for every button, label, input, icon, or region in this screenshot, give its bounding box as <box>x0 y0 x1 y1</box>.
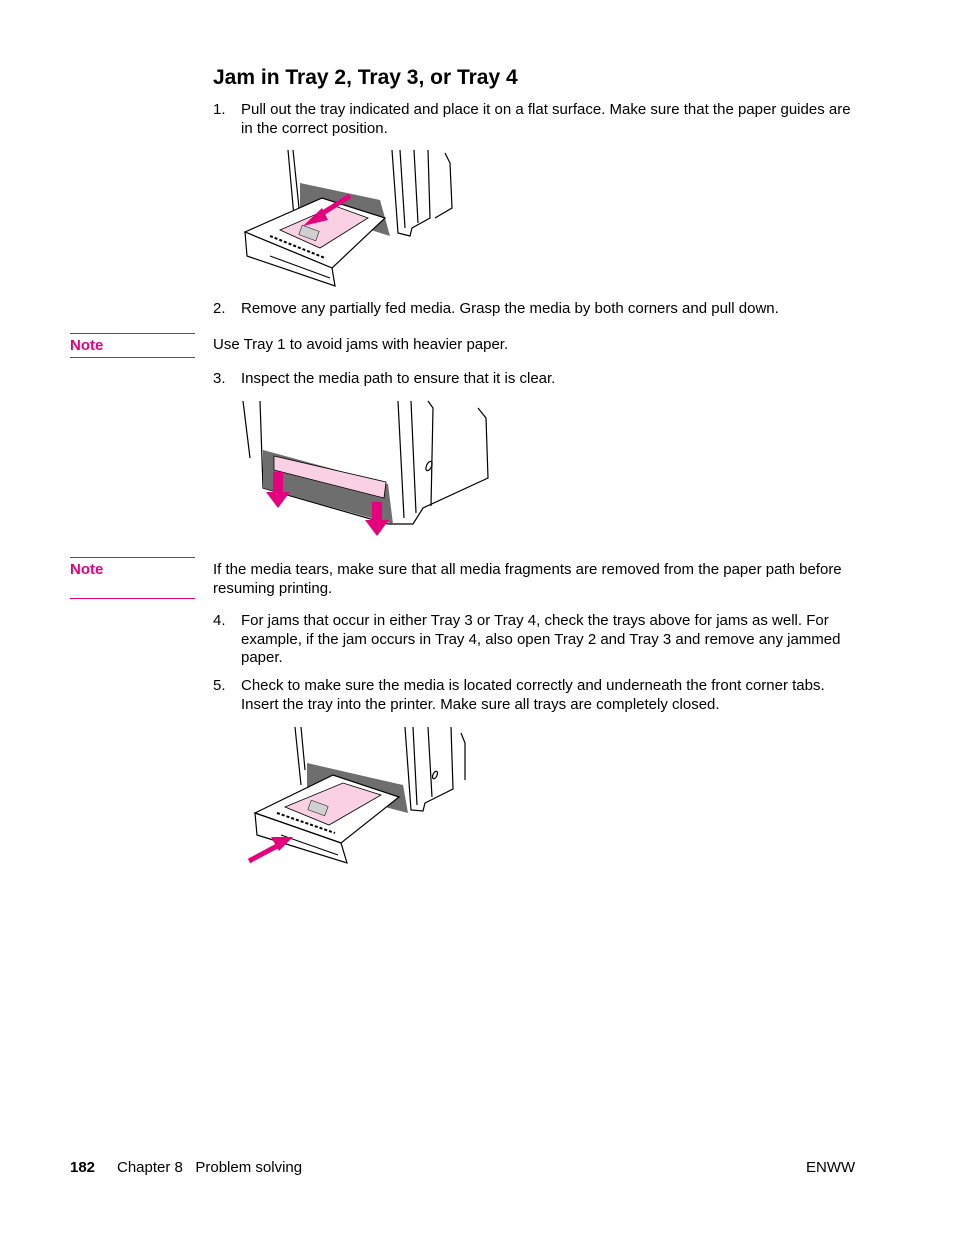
step-number: 1. <box>213 101 226 118</box>
footer-code: ENWW <box>806 1159 856 1176</box>
step-text: For jams that occur in either Tray 3 or Tray 4, check the trays above for jams as well. For example, if the jam occurs in Tray 4, also open Tray 2 and Tray 3 and remove any jammed paper. <box>241 612 841 666</box>
note-label: Note <box>70 337 104 354</box>
chapter-title: Chapter 8 Problem solving <box>117 1159 303 1176</box>
paper-tray <box>245 198 385 286</box>
note-rule-top <box>70 557 195 558</box>
note-rule-top <box>70 333 195 334</box>
step-number: 4. <box>213 612 226 629</box>
step-number: 2. <box>213 300 226 317</box>
note-rule-bottom <box>70 598 195 599</box>
step-text: Remove any partially fed media. Grasp the media by both corners and pull down. <box>241 300 779 317</box>
page-number: 182 <box>70 1159 96 1176</box>
section-title: Jam in Tray 2, Tray 3, or Tray 4 <box>213 66 518 89</box>
note-text: If the media tears, make sure that all media fragments are removed from the paper path before resuming printing. <box>213 561 842 597</box>
step-number: 3. <box>213 370 226 387</box>
tray-pulled-out-illustration <box>240 148 465 288</box>
note-text: Use Tray 1 to avoid jams with heavier paper. <box>213 336 509 353</box>
step-text: Pull out the tray indicated and place it on a flat surface. Make sure that the paper guides are in the correct position. <box>241 101 851 137</box>
tray-insert-illustration <box>243 725 468 867</box>
step-number: 5. <box>213 677 226 694</box>
push-arrow-icon <box>249 837 293 861</box>
step-text: Check to make sure the media is located correctly and underneath the front corner tabs. Insert the tray into the printer. Make sure all trays are completely closed. <box>241 677 825 713</box>
note-label: Note <box>70 561 104 578</box>
media-path-illustration <box>238 398 493 540</box>
note-rule-bottom <box>70 357 195 358</box>
step-text: Inspect the media path to ensure that it is clear. <box>241 370 556 387</box>
